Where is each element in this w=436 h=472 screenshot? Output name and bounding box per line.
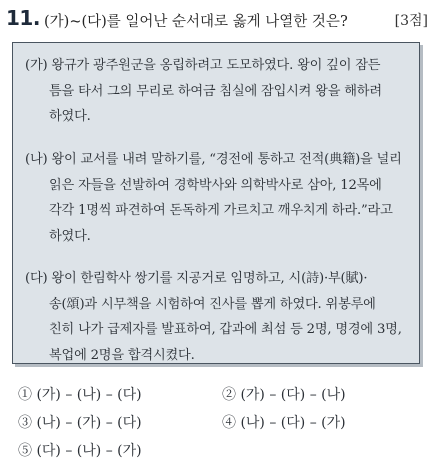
answer-choices [18, 384, 428, 464]
choice-2[interactable]: ② (가) – (다) – (나) [222, 387, 346, 403]
choice-3[interactable]: ③ (나) – (가) – (다) [18, 415, 142, 431]
question-header [6, 6, 430, 32]
passage-c-line: 친히 나가 급제자를 발표하여, 갑과에 최섬 등 2명, 명경에 3명, [49, 322, 402, 337]
passage-c-line: 송(頌)과 시무책을 시험하여 진사를 뽑게 하였다. 위봉루에 [49, 296, 376, 312]
choice-4[interactable]: ④ (나) – (다) – (가) [222, 415, 346, 431]
passage-b-line: 각각 1명씩 파견하여 돈독하게 가르치고 깨우치게 하라.”라고 [49, 203, 393, 218]
passage-b-line: (나) 왕이 교서를 내려 말하기를, “경전에 통하고 전적(典籍)을 널리 [25, 152, 402, 167]
question-prompt: (가)~(다)를 일어난 순서대로 옳게 나열한 것은? [44, 14, 348, 30]
passage-b-line: 하였다. [49, 228, 91, 244]
passage-a-line: (가) 왕규가 광주원군을 옹립하려고 도모하였다. 왕이 깊이 잠든 [25, 58, 381, 73]
passage-a-line: 하였다. [49, 109, 91, 124]
passage-a-line: 틈을 타서 그의 무리로 하여금 침실에 잠입시켜 왕을 해하려 [49, 83, 382, 99]
choice-1[interactable]: ① (가) – (나) – (다) [18, 387, 142, 403]
passage-c [25, 266, 411, 368]
choice-5[interactable]: ⑤ (다) – (나) – (가) [18, 443, 142, 459]
passage-box [12, 42, 420, 364]
passage-c-line: (다) 왕이 한림학사 쌍기를 지공거로 임명하고, 시(詩)·부(賦)· [25, 271, 368, 286]
question-number: 11. [6, 6, 40, 30]
passage-b [25, 147, 411, 249]
passage-c-line: 복업에 2명을 합격시켰다. [49, 347, 195, 363]
question-points: [3점] [394, 13, 428, 29]
passage-a [25, 53, 411, 130]
passage-b-line: 읽은 자들을 선발하여 경학박사와 의학박사로 삼아, 12목에 [49, 177, 382, 193]
